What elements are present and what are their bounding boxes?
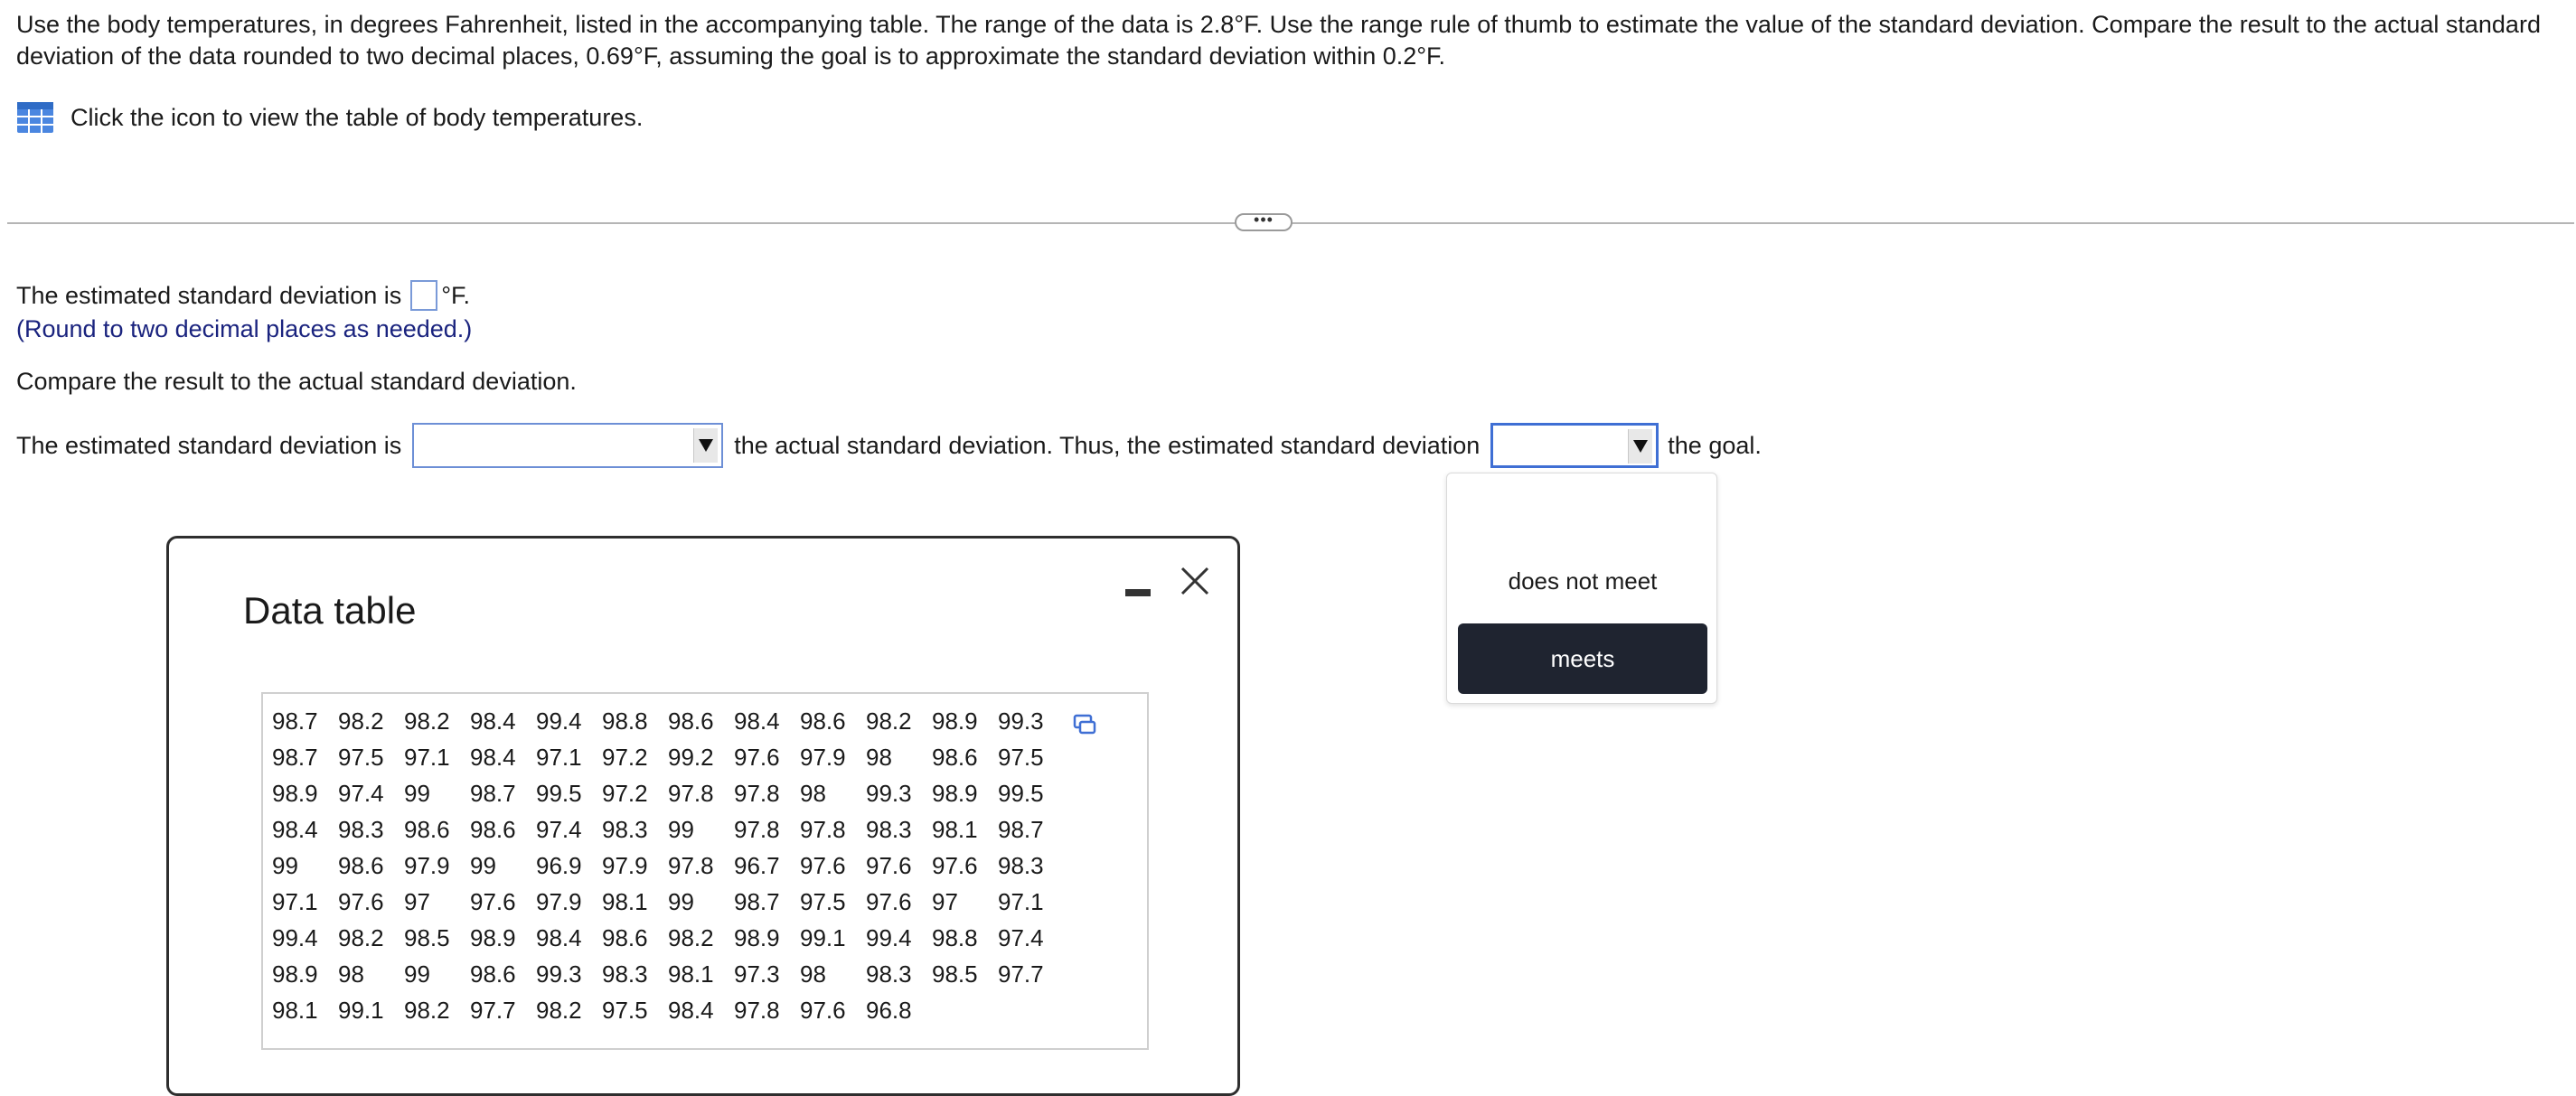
table-cell: 98.9 (734, 923, 780, 951)
table-cell: 97.3 (734, 960, 780, 988)
table-link-row[interactable] (16, 101, 643, 134)
table-cell: 98.3 (602, 960, 648, 988)
table-cell: 98.7 (470, 779, 516, 807)
table-cell: 98.7 (272, 707, 318, 735)
table-cell: 97.5 (602, 996, 648, 1024)
table-cell: 97.2 (602, 779, 648, 807)
table-cell: 98.2 (338, 923, 384, 951)
table-row (272, 992, 1064, 1028)
question-text: Use the body temperatures, in degrees Fahrenheit, listed in the accompanying table. The range of the data is 2.8°F. Use the range rule of thumb to estimate the value of the standard deviation. Compare the result to the actual standard deviation of the data rounded to two decimal places, 0.69°F, assuming the goal is to approximate the standard deviation within 0.2°F. (16, 11, 2541, 70)
table-cell: 97.5 (800, 887, 846, 915)
table-cell: 97 (932, 887, 958, 915)
sentence-part-3: the goal. (1668, 431, 1762, 459)
table-cell: 97.6 (800, 996, 846, 1024)
table-cell: 97.8 (800, 815, 846, 843)
table-cell: 98.7 (998, 815, 1044, 843)
table-cell: 98.6 (602, 923, 648, 951)
table-cell: 99 (404, 960, 430, 988)
table-cell: 99.4 (866, 923, 912, 951)
table-cell: 98.4 (734, 707, 780, 735)
table-cell: 97.5 (338, 743, 384, 771)
table-cell: 97.4 (338, 779, 384, 807)
estimate-input[interactable] (410, 280, 437, 311)
dropdown-arrow-icon[interactable] (1628, 429, 1652, 464)
table-cell: 98.6 (932, 743, 978, 771)
option-does-not-meet[interactable]: does not meet (1508, 567, 1658, 595)
table-cell: 99.2 (668, 743, 714, 771)
table-cell: 97.8 (734, 996, 780, 1024)
table-cell: 98.1 (602, 887, 648, 915)
copy-icon[interactable] (1073, 714, 1096, 735)
table-cell: 97.1 (272, 887, 318, 915)
table-cell: 99.5 (536, 779, 582, 807)
table-cell: 98.9 (470, 923, 516, 951)
table-cell: 99.3 (866, 779, 912, 807)
table-cell: 97.6 (866, 887, 912, 915)
table-cell: 96.8 (866, 996, 912, 1024)
table-row (272, 956, 1064, 992)
table-cell: 97.2 (602, 743, 648, 771)
table-cell: 98.2 (338, 707, 384, 735)
close-icon[interactable] (1180, 566, 1210, 596)
table-cell: 97.1 (998, 887, 1044, 915)
table-cell: 98.1 (668, 960, 714, 988)
table-cell: 98.6 (668, 707, 714, 735)
table-cell: 97.1 (536, 743, 582, 771)
table-cell: 97.8 (734, 779, 780, 807)
dropdown-arrow-icon[interactable] (693, 428, 718, 463)
comparison-select[interactable] (412, 423, 723, 468)
table-cell: 99 (668, 815, 694, 843)
estimate-line (16, 280, 470, 311)
estimate-unit: °F. (441, 281, 471, 309)
table-cell: 99 (668, 887, 694, 915)
table-cell: 98.9 (272, 960, 318, 988)
table-cell: 98.6 (470, 960, 516, 988)
table-cell: 98.6 (404, 815, 450, 843)
table-cell: 97.6 (338, 887, 384, 915)
table-cell: 98.5 (932, 960, 978, 988)
table-cell: 98.2 (404, 996, 450, 1024)
table-cell: 99.4 (536, 707, 582, 735)
table-cell: 98.2 (536, 996, 582, 1024)
table-cell: 98.4 (668, 996, 714, 1024)
table-cell: 98.4 (272, 815, 318, 843)
table-cell: 98.6 (470, 815, 516, 843)
round-note: (Round to two decimal places as needed.) (16, 315, 473, 342)
table-cell: 98 (800, 779, 826, 807)
table-cell: 98.3 (866, 960, 912, 988)
table-cell: 97.4 (536, 815, 582, 843)
table-cell: 98.3 (866, 815, 912, 843)
table-cell: 98.9 (932, 707, 978, 735)
table-cell: 97.9 (536, 887, 582, 915)
table-cell: 98.5 (404, 923, 450, 951)
table-cell: 98.6 (800, 707, 846, 735)
table-row (272, 848, 1064, 884)
table-cell: 98 (800, 960, 826, 988)
table-cell: 98.6 (338, 851, 384, 879)
table-cell: 97.9 (404, 851, 450, 879)
table-cell: 96.7 (734, 851, 780, 879)
table-cell: 97.7 (470, 996, 516, 1024)
table-cell: 99 (404, 779, 430, 807)
table-cell: 98.4 (536, 923, 582, 951)
table-cell: 99 (470, 851, 496, 879)
table-cell: 97.7 (998, 960, 1044, 988)
table-cell: 97.9 (602, 851, 648, 879)
table-cell: 98 (866, 743, 892, 771)
table-link-text[interactable]: Click the icon to view the table of body temperatures. (71, 103, 644, 131)
table-cell: 99.4 (272, 923, 318, 951)
temperature-table (272, 703, 1064, 1028)
table-cell: 98.7 (272, 743, 318, 771)
table-cell: 97.4 (998, 923, 1044, 951)
table-row (272, 884, 1064, 920)
table-cell: 99.3 (536, 960, 582, 988)
table-cell: 97.8 (668, 779, 714, 807)
minimize-icon[interactable] (1125, 589, 1151, 596)
table-cell: 99.1 (800, 923, 846, 951)
table-cell: 97.9 (800, 743, 846, 771)
table-cell: 98.7 (734, 887, 780, 915)
table-cell: 97.6 (470, 887, 516, 915)
table-row (272, 920, 1064, 956)
compare-prompt: Compare the result to the actual standard deviation. (16, 368, 577, 395)
data-table-box (261, 692, 1149, 1050)
table-cell: 98.1 (932, 815, 978, 843)
dialog-title: Data table (243, 589, 417, 632)
expand-button[interactable]: ••• (1235, 213, 1293, 231)
table-cell: 98.3 (998, 851, 1044, 879)
table-cell: 99.5 (998, 779, 1044, 807)
table-row (272, 775, 1064, 811)
table-cell: 98.4 (470, 743, 516, 771)
table-cell: 98.1 (272, 996, 318, 1024)
goal-dropdown-menu (1446, 473, 1717, 704)
table-cell: 98.2 (668, 923, 714, 951)
table-row (272, 739, 1064, 775)
table-cell: 98.8 (932, 923, 978, 951)
table-grid-icon[interactable] (16, 101, 54, 134)
table-cell: 98.4 (470, 707, 516, 735)
table-cell: 97.6 (932, 851, 978, 879)
comparison-sentence (16, 423, 1762, 468)
table-cell: 98.9 (932, 779, 978, 807)
table-cell: 98.2 (866, 707, 912, 735)
table-cell: 98.9 (272, 779, 318, 807)
table-cell: 99 (272, 851, 298, 879)
table-cell: 98 (338, 960, 364, 988)
table-cell: 99.1 (338, 996, 384, 1024)
table-cell: 98.8 (602, 707, 648, 735)
table-cell: 98.3 (338, 815, 384, 843)
table-cell: 97.6 (734, 743, 780, 771)
table-cell: 98.3 (602, 815, 648, 843)
table-cell: 97.5 (998, 743, 1044, 771)
table-row (272, 703, 1064, 739)
table-cell: 99.3 (998, 707, 1044, 735)
sentence-part-1: The estimated standard deviation is (16, 431, 402, 459)
goal-select[interactable] (1490, 423, 1659, 468)
table-cell: 97.6 (866, 851, 912, 879)
table-cell: 97.1 (404, 743, 450, 771)
table-row (272, 811, 1064, 848)
table-cell: 97.8 (734, 815, 780, 843)
estimate-prefix: The estimated standard deviation is (16, 281, 402, 309)
table-cell: 97.8 (668, 851, 714, 879)
option-meets[interactable]: meets (1458, 623, 1707, 694)
table-cell: 98.2 (404, 707, 450, 735)
table-cell: 96.9 (536, 851, 582, 879)
table-cell: 97.6 (800, 851, 846, 879)
data-table-dialog (166, 536, 1240, 1096)
table-cell: 97 (404, 887, 430, 915)
sentence-part-2: the actual standard deviation. Thus, the estimated standard deviation (734, 431, 1481, 459)
